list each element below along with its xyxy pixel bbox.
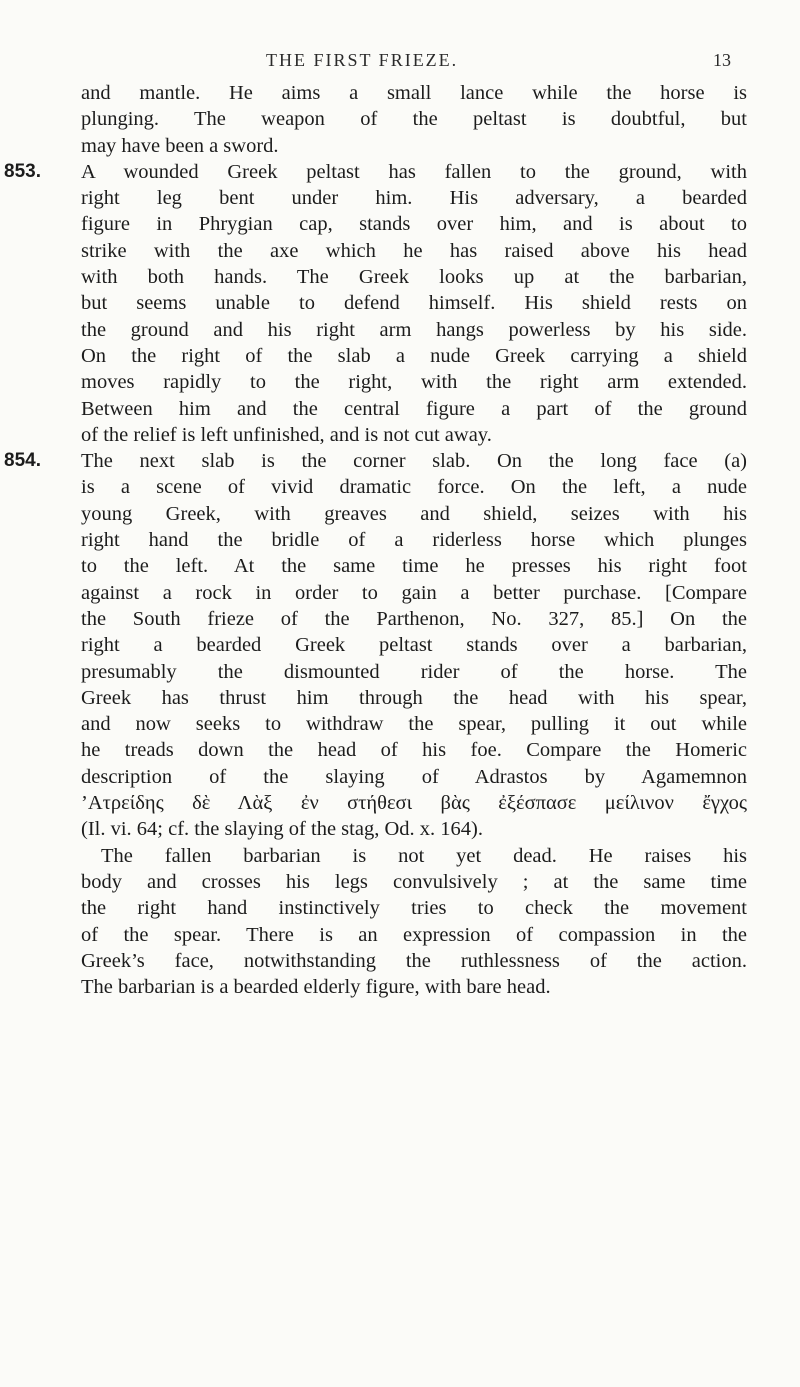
text-line: The next slab is the corner slab. On the long face (a) <box>81 450 747 473</box>
body-text <box>4 80 747 1000</box>
text-line: The barbarian is a bearded elderly figure, with bare head. <box>81 976 551 999</box>
greek-quotation-line: ’Ατρείδης δὲ Λὰξ ἐν στήθεσι βὰς ἐξέσπασε μείλινον ἔγχος <box>81 792 747 815</box>
text-line: Greek’s face, notwithstanding the ruthlessness of the action. <box>81 949 747 972</box>
text-line: the South frieze of the Parthenon, No. 327, 85.] On the <box>81 607 747 630</box>
text-line: plunging. The weapon of the peltast is doubtful, but <box>81 108 747 131</box>
text-line: of the spear. There is an expression of compassion in the <box>81 923 747 946</box>
text-line: Greek has thrust him through the head with his spear, <box>81 686 747 709</box>
text-line: right leg bent under him. His adversary, a bearded <box>81 187 747 210</box>
text-line: young Greek, with greaves and shield, seizes with his <box>81 502 747 525</box>
text-line: The fallen barbarian is not yet dead. He raises his <box>101 844 747 867</box>
paragraph-number-853: 853. <box>4 160 41 182</box>
running-head <box>0 50 800 80</box>
paragraph-853-first-line <box>4 159 747 185</box>
text-line: with both hands. The Greek looks up at the barbarian, <box>81 266 747 289</box>
text-line: presumably the dismounted rider of the horse. The <box>81 660 747 683</box>
text-line: to the left. At the same time he presses his right foot <box>81 555 747 578</box>
text-line: (Il. vi. 64; cf. the slaying of the stag, Od. x. 164). <box>81 818 483 841</box>
running-title: THE FIRST FRIEZE. <box>266 50 459 70</box>
text-line: figure in Phrygian cap, stands over him, and is about to <box>81 213 747 236</box>
text-line: right a bearded Greek peltast stands over a barbarian, <box>81 634 747 657</box>
text-line: the right hand instinctively tries to check the movement <box>81 897 747 920</box>
text-line: the ground and his right arm hangs powerless by his side. <box>81 318 747 341</box>
text-line: moves rapidly to the right, with the right arm extended. <box>81 371 747 394</box>
page-number: 13 <box>713 50 731 70</box>
text-line: but seems unable to defend himself. His shield rests on <box>81 292 747 315</box>
text-line: description of the slaying of Adrastos by Agamemnon <box>81 765 747 788</box>
text-line: and mantle. He aims a small lance while the horse is <box>81 82 747 104</box>
text-line: strike with the axe which he has raised above his head <box>81 239 747 262</box>
text-line: body and crosses his legs convulsively ; at the same time <box>81 870 747 893</box>
text-line: of the relief is left unfinished, and is not cut away. <box>81 423 492 446</box>
text-line: is a scene of vivid dramatic force. On the left, a nude <box>81 476 747 499</box>
text-line: Between him and the central figure a part of the ground <box>81 397 747 420</box>
paragraph-number-854: 854. <box>4 450 41 472</box>
text-line: right hand the bridle of a riderless horse which plunges <box>81 529 747 552</box>
text-line: On the right of the slab a nude Greek carrying a shield <box>81 344 747 367</box>
text-line: may have been a sword. <box>81 134 279 157</box>
text-line: and now seeks to withdraw the spear, pulling it out while <box>81 713 747 736</box>
text-line: against a rock in order to gain a better purchase. [Compare <box>81 581 747 604</box>
text-line: A wounded Greek peltast has fallen to the ground, with <box>81 160 747 183</box>
paragraph-854-first-line <box>4 448 747 474</box>
text-line: he treads down the head of his foe. Compare the Homeric <box>81 739 747 762</box>
